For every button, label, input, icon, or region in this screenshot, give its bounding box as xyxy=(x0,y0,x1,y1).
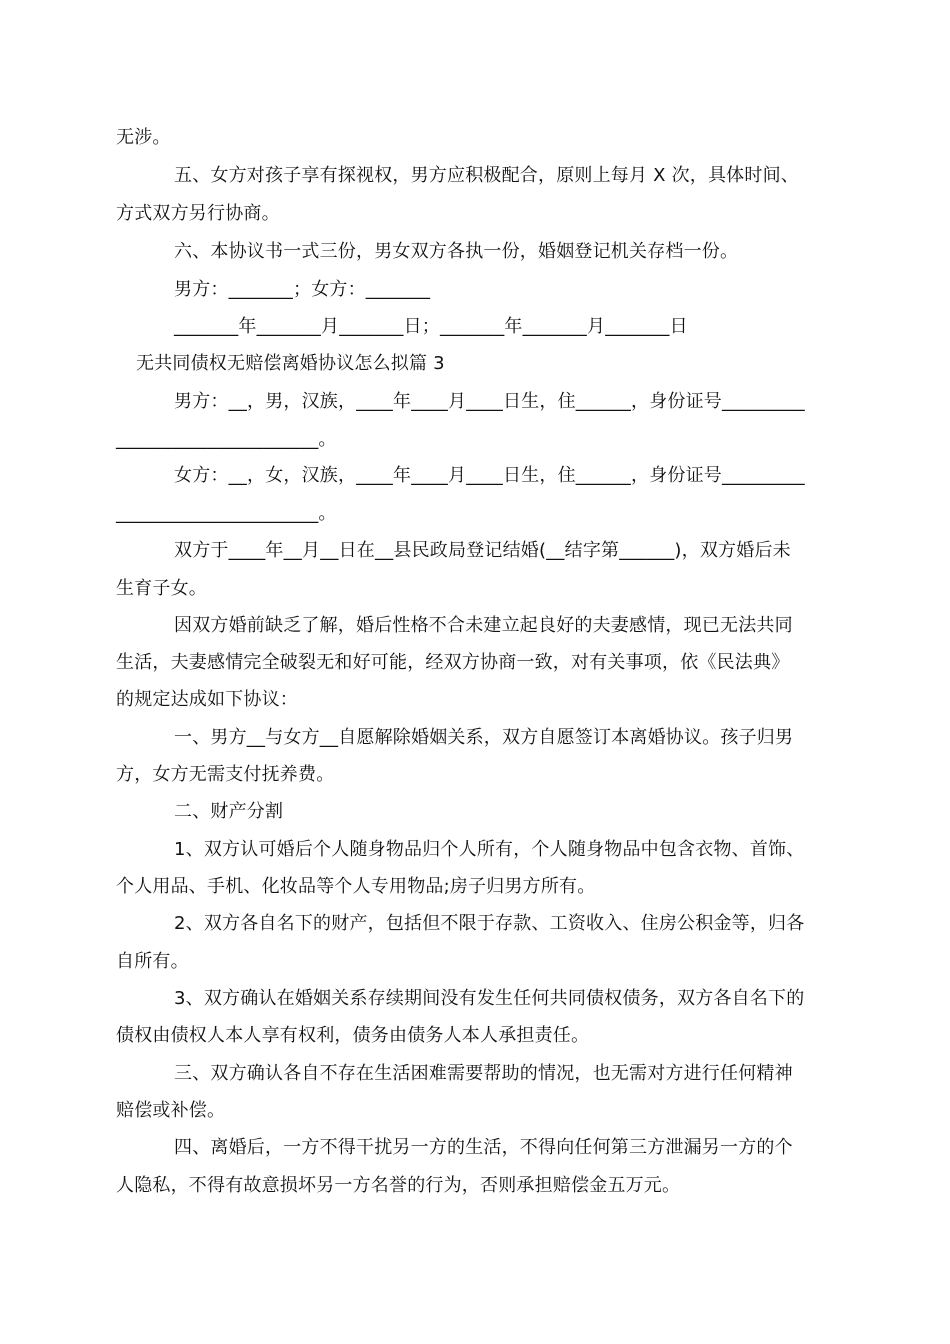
text-line: 赔偿或补偿。 xyxy=(116,1100,226,1121)
text-line: 四、离婚后，一方不得干扰另一方的生活，不得向任何第三方泄漏另一方的个 xyxy=(174,1137,793,1158)
text-line: 无涉。 xyxy=(116,127,171,148)
text-line: 3、双方确认在婚姻关系存续期间没有发生任何共同债权债务，双方各自名下的 xyxy=(174,988,805,1009)
text-line: 自所有。 xyxy=(116,951,189,972)
text-line: 方，女方无需支付抚养费。 xyxy=(116,764,335,785)
text-line: 1、双方认可婚后个人随身物品归个人所有，个人随身物品中包含衣物、首饰、 xyxy=(174,839,805,860)
text-line: 方式双方另行协商。 xyxy=(116,203,280,224)
text-line: 债权由债权人本人享有权利，债务由债务人本人承担责任。 xyxy=(116,1025,590,1046)
text-line: ______________________。 xyxy=(116,503,337,524)
text-line: 三、双方确认各自不存在生活困难需要帮助的情况，也无需对方进行任何精神 xyxy=(174,1063,793,1084)
text-line: 男方：__，男，汉族，____年____月____日生，住______，身份证号_________ xyxy=(174,391,805,412)
text-line: 五、女方对孩子享有探视权，男方应积极配合，原则上每月 X 次，具体时间、 xyxy=(174,165,799,186)
text-line: 六、本协议书一式三份，男女双方各执一份，婚姻登记机关存档一份。 xyxy=(174,241,739,262)
text-line: 2、双方各自名下的财产，包括但不限于存款、工资收入、住房公积金等，归各 xyxy=(174,913,805,934)
text-line: 人隐私，不得有故意损坏另一方名誉的行为，否则承担赔偿金五万元。 xyxy=(116,1175,681,1196)
section-heading: 无共同债权无赔偿离婚协议怎么拟篇 3 xyxy=(136,353,445,374)
text-line: 女方：__，女，汉族，____年____月____日生，住______，身份证号_________ xyxy=(174,465,805,486)
text-line: 的规定达成如下协议： xyxy=(116,689,298,710)
text-line: 个人用品、手机、化妆品等个人专用物品;房子归男方所有。 xyxy=(116,876,596,897)
signature-line: 男方：_______；女方：_______ xyxy=(174,279,431,300)
text-line: 生育子女。 xyxy=(116,578,207,599)
text-line: 生活，夫妻感情完全破裂无和好可能，经双方协商一致，对有关事项，依《民法典》 xyxy=(116,652,790,673)
text-line: 二、财产分割 xyxy=(174,801,284,822)
text-line: 一、男方__与女方__自愿解除婚姻关系，双方自愿签订本离婚协议。孩子归男 xyxy=(174,727,794,748)
text-line: ______________________。 xyxy=(116,429,337,450)
date-line: _______年_______月_______日；_______年_______月_______日 xyxy=(174,316,688,337)
text-line: 因双方婚前缺乏了解，婚后性格不合未建立起良好的夫妻感情，现已无法共同 xyxy=(174,615,793,636)
text-line: 双方于____年__月__日在__县民政局登记结婚(__结字第______)，双方婚后未 xyxy=(174,540,791,561)
